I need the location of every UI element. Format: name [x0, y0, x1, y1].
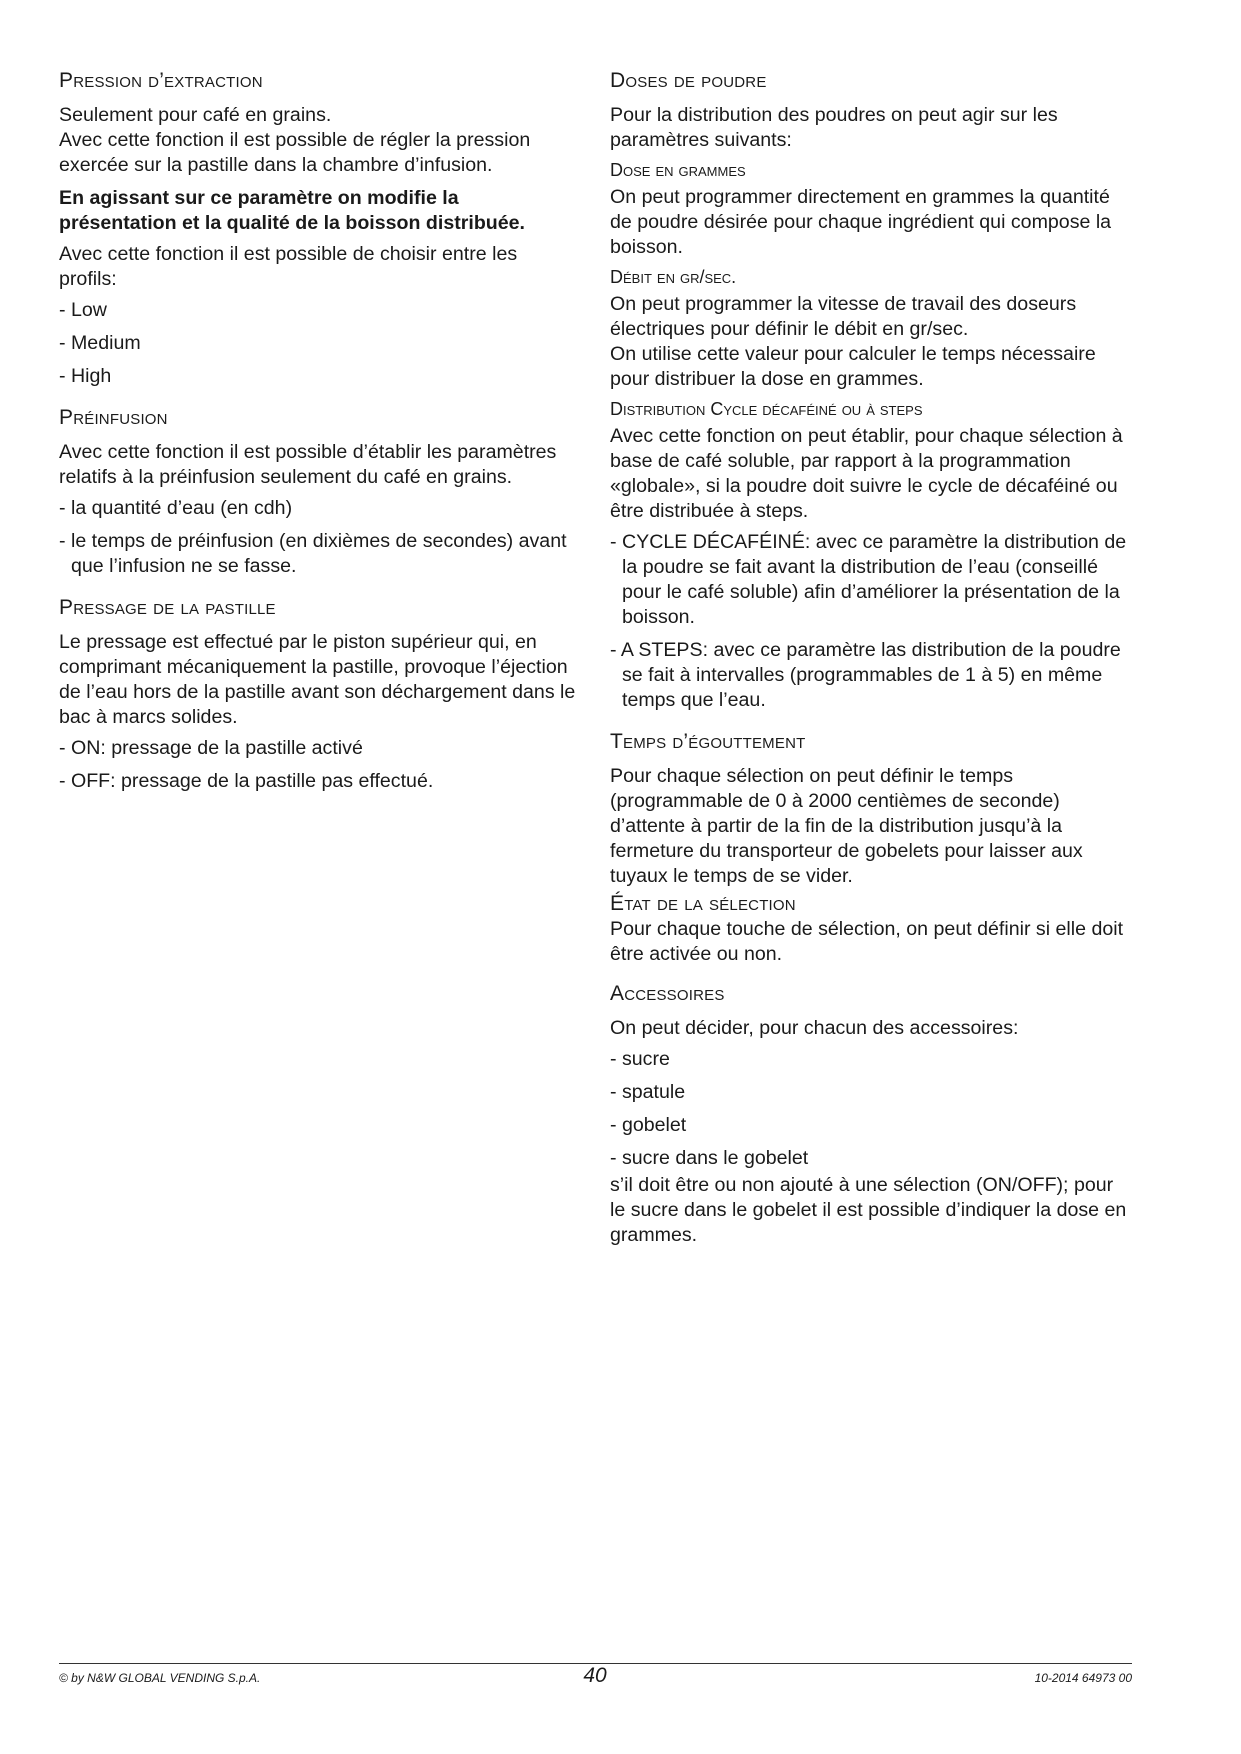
heading-etat-selection: État de la sélection	[610, 892, 796, 915]
paragraph: Avec cette fonction il est possible de choisir entre les profils:	[59, 243, 518, 290]
heading-accessoires: Accessoires	[610, 982, 725, 1005]
list-item: - spatule	[610, 1081, 686, 1103]
paragraph: Pour chaque sélection on peut définir le temps (programmable de 0 à 2000 centièmes de seconde) d’attente à partir de la fin de la distribution jusqu’à la fermeture du transporteur de gobelets pour laisser aux tuyaux le temps de se vider.	[610, 765, 1083, 887]
paragraph: s’il doit être ou non ajouté à une sélection (ON/OFF); pour le sucre dans le gobelet il est possible d’indiquer la dose en grammes.	[610, 1174, 1127, 1246]
paragraph: On peut programmer directement en grammes la quantité de poudre désirée pour chaque ingrédient qui compose la boisson.	[610, 186, 1112, 258]
heading-pression-extraction: Pression d’extraction	[59, 69, 263, 92]
list-item: - sucre dans le gobelet	[610, 1147, 809, 1169]
right-column	[610, 68, 1130, 1254]
footer-copyright: © by N&W GLOBAL VENDING S.p.A.	[59, 1671, 261, 1685]
heading-pressage: Pressage de la pastille	[59, 596, 276, 619]
paragraph: On utilise cette valeur pour calculer le temps nécessaire pour distribuer la dose en grammes.	[610, 343, 1096, 390]
paragraph: Avec cette fonction on peut établir, pour chaque sélection à base de café soluble, par rapport à la programmation «globale», si la poudre doit suivre le cycle de décaféiné ou être distribuée à steps.	[610, 425, 1123, 522]
bold-note: En agissant sur ce paramètre on modifie la présentation et la qualité de la boisson distribuée.	[59, 187, 525, 234]
paragraph: Avec cette fonction il est possible d’établir les paramètres relatifs à la préinfusion seulement du café en grains.	[59, 441, 557, 488]
paragraph: Pour chaque touche de sélection, on peut définir si elle doit être activée ou non.	[610, 918, 1124, 965]
subheading-distribution-cycle: Distribution Cycle décaféiné ou à steps	[610, 399, 923, 419]
list-item: - A STEPS: avec ce paramètre las distribution de la poudre se fait à intervalles (programmables de 1 à 5) en même temps que l’eau.	[610, 639, 1121, 711]
paragraph: On peut programmer la vitesse de travail des doseurs électriques pour définir le débit en gr/sec.	[610, 293, 1077, 340]
heading-egouttement: Temps d’égouttement	[610, 730, 806, 753]
list-item: - CYCLE DÉCAFÉINÉ: avec ce paramètre la distribution de la poudre se fait avant la distribution de l’eau (conseillé pour le café soluble) afin d’améliorer la présentation de la boisson.	[610, 531, 1127, 628]
paragraph: Pour la distribution des poudres on peut agir sur les paramètres suivants:	[610, 104, 1058, 151]
list-item: - Low	[59, 299, 107, 321]
paragraph: On peut décider, pour chacun des accessoires:	[610, 1017, 1019, 1039]
list-item: - OFF: pressage de la pastille pas effectué.	[59, 770, 434, 792]
paragraph: Seulement pour café en grains.	[59, 104, 332, 126]
list-item: - gobelet	[610, 1114, 687, 1136]
page-number: 40	[583, 1664, 607, 1687]
list-item: - la quantité d’eau (en cdh)	[59, 497, 293, 519]
heading-doses-poudre: Doses de poudre	[610, 69, 767, 92]
subheading-dose-grammes: Dose en grammes	[610, 160, 746, 180]
footer-document-code: 10-2014 64973 00	[1034, 1671, 1132, 1685]
list-item: - High	[59, 365, 112, 387]
list-item: - ON: pressage de la pastille activé	[59, 737, 363, 759]
left-column	[59, 68, 579, 802]
paragraph: Avec cette fonction il est possible de régler la pression exercée sur la pastille dans la chambre d’infusion.	[59, 129, 531, 176]
paragraph: Le pressage est effectué par le piston supérieur qui, en comprimant mécaniquement la pastille, provoque l’éjection de l’eau hors de la pastille avant son déchargement dans le bac à marcs solides.	[59, 631, 576, 728]
list-item: - sucre	[610, 1048, 670, 1070]
heading-preinfusion: Préinfusion	[59, 406, 168, 429]
list-item: - le temps de préinfusion (en dixièmes de secondes) avant que l’infusion ne se fasse.	[59, 530, 567, 577]
subheading-debit: Débit en gr/sec.	[610, 267, 737, 287]
list-item: - Medium	[59, 332, 141, 354]
